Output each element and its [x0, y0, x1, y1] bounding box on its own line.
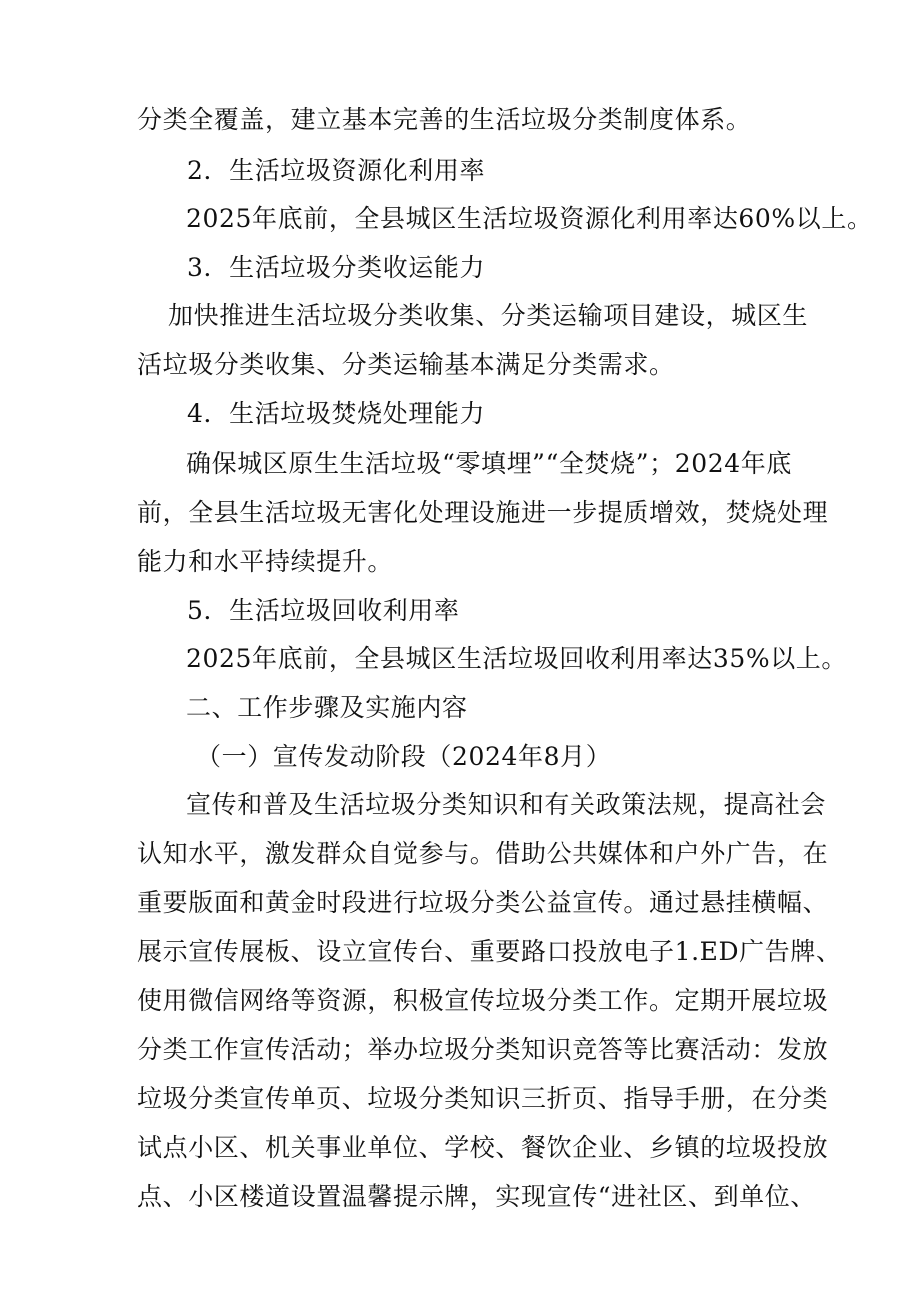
paragraph-line: 点、小区楼道设置温馨提示牌，实现宣传“进社区、到单位、	[137, 1182, 816, 1211]
paragraph-line: 加快推进生活垃圾分类收集、分类运输项目建设，城区生	[168, 301, 809, 330]
section-heading: 4．生活垃圾焚烧处理能力	[187, 399, 486, 428]
paragraph-line: 认知水平，激发群众自觉参与。借助公共媒体和户外广告，在	[137, 839, 829, 868]
section-heading: 5．生活垃圾回收利用率	[187, 596, 460, 625]
paragraph-line: 宣传和普及生活垃圾分类知识和有关政策法规，提高社会	[186, 790, 827, 819]
paragraph-line: 2025年底前，全县城区生活垃圾资源化利用率达60%以上。	[186, 204, 873, 233]
paragraph-line: 重要版面和黄金时段进行垃圾分类公益宣传。通过悬挂横幅、	[137, 888, 829, 917]
paragraph-line: 分类工作宣传活动；举办垃圾分类知识竞答等比赛活动：发放	[137, 1035, 829, 1064]
paragraph-line: 分类全覆盖，建立基本完善的生活垃圾分类制度体系。	[137, 105, 752, 134]
paragraph-line: 展示宣传展板、设立宣传台、重要路口投放电子1.ED广告牌、	[137, 937, 842, 966]
paragraph-line: 2025年底前，全县城区生活垃圾回收利用率达35%以上。	[186, 644, 847, 673]
section-heading: 3．生活垃圾分类收运能力	[187, 253, 486, 282]
paragraph-line: 试点小区、机关事业单位、学校、餐饮企业、乡镇的垃圾投放	[137, 1133, 829, 1162]
paragraph-line: 活垃圾分类收集、分类运输基本满足分类需求。	[137, 350, 675, 379]
paragraph-line: 能力和水平持续提升。	[137, 547, 394, 576]
paragraph-line: 确保城区原生生活垃圾“零填埋”“全焚烧”；2024年底	[186, 449, 792, 478]
paragraph-line: 前，全县生活垃圾无害化处理设施进一步提质增效，焚烧处理	[137, 498, 829, 527]
section-heading: 2．生活垃圾资源化利用率	[187, 156, 486, 185]
chapter-heading: 二、工作步骤及实施内容	[186, 693, 468, 722]
paragraph-line: 垃圾分类宣传单页、垃圾分类知识三折页、指导手册，在分类	[137, 1084, 829, 1113]
paragraph-line: 使用微信网络等资源，积极宣传垃圾分类工作。定期开展垃圾	[137, 986, 829, 1015]
subsection-heading: （一）宣传发动阶段（2024年8月）	[196, 742, 612, 771]
